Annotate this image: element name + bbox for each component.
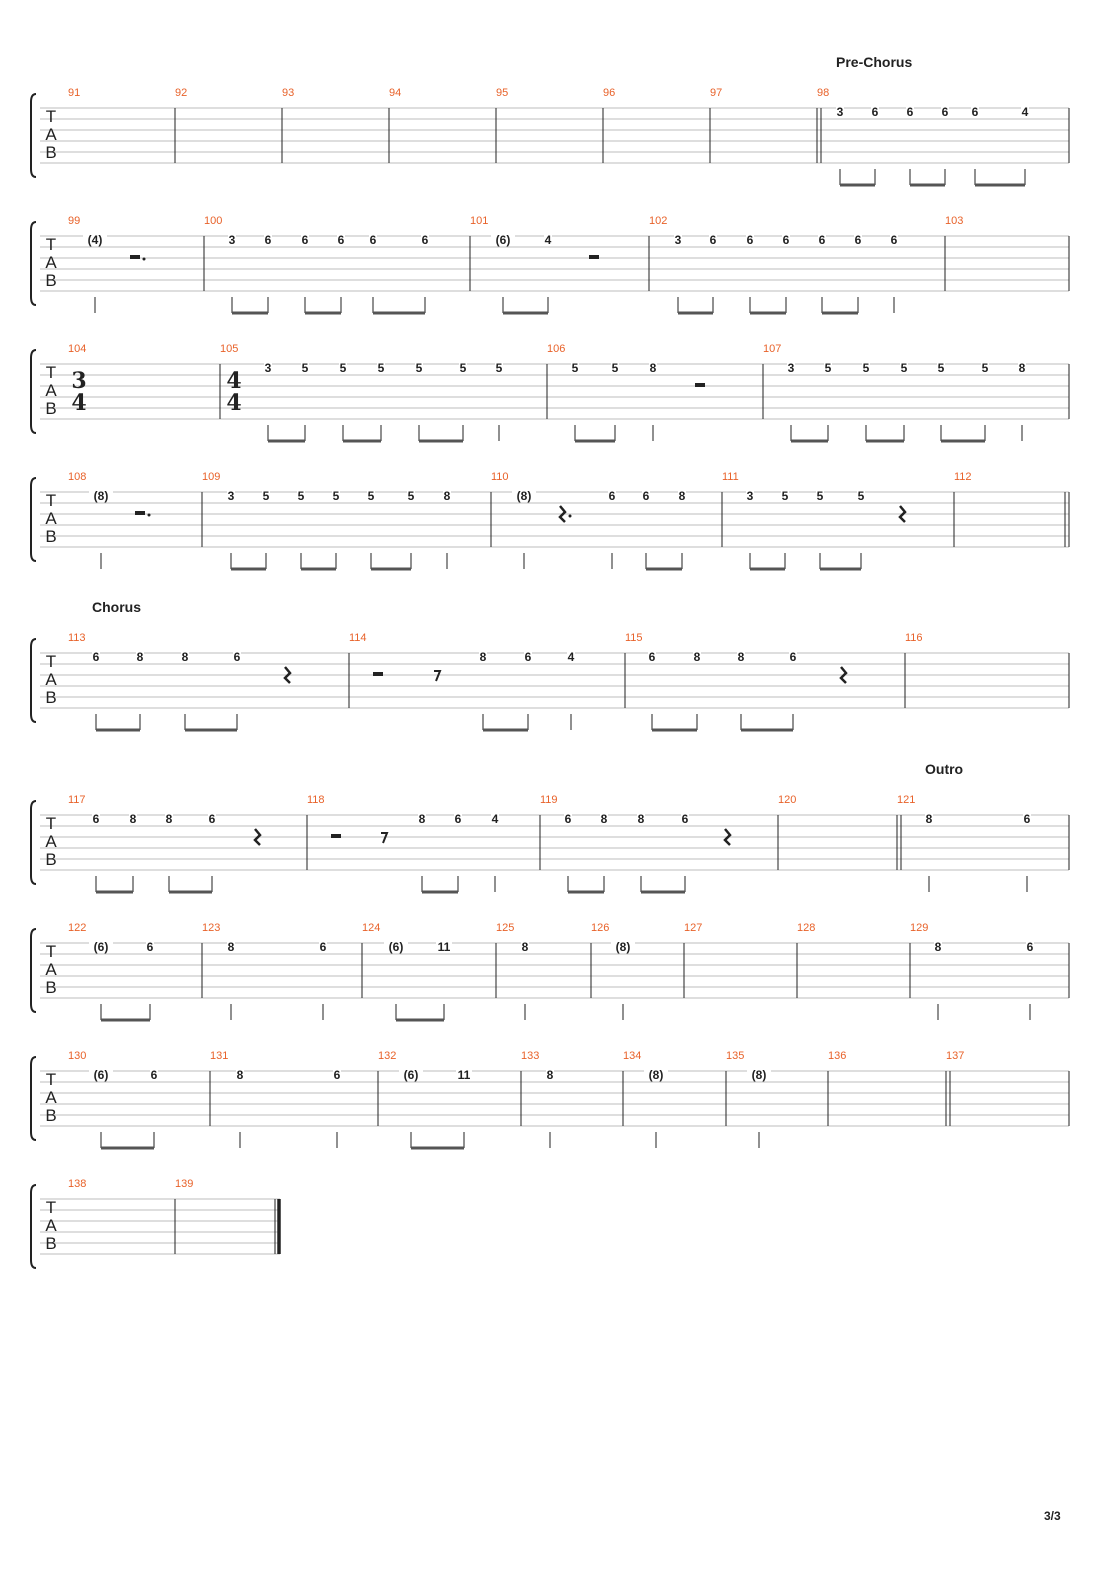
- measure-number: 115: [625, 632, 643, 644]
- fret-number: 5: [937, 361, 945, 375]
- fret-number: 5: [862, 361, 870, 375]
- tab-clef-letter: B: [45, 688, 57, 707]
- fret-number: 8: [181, 650, 189, 664]
- fret-number: (8): [516, 489, 532, 503]
- tab-clef-letter: T: [45, 107, 57, 126]
- measure-number: 130: [68, 1050, 87, 1062]
- fret-number: (6): [93, 1068, 109, 1082]
- tab-system: [31, 794, 1069, 892]
- measure: [68, 794, 307, 892]
- fret-number: 6: [369, 233, 377, 247]
- system-bracket: [31, 94, 36, 177]
- fret-number: 8: [546, 1068, 554, 1082]
- time-signature-digit: 3: [71, 368, 87, 394]
- fret-number: 6: [233, 650, 241, 664]
- tab-clef-letter: A: [45, 509, 57, 528]
- section-label-chorus: Chorus: [92, 599, 141, 615]
- eighth-rest: [381, 833, 387, 843]
- half-rest: [695, 383, 705, 387]
- fret-number: 6: [608, 489, 616, 503]
- fret-number: 6: [746, 233, 754, 247]
- tab-system: [31, 922, 1069, 1020]
- measure: [349, 632, 625, 730]
- measure: [470, 215, 649, 313]
- fret-number: 6: [301, 233, 309, 247]
- fret-number: 6: [319, 940, 327, 954]
- fret-number: (6): [93, 940, 109, 954]
- fret-number: 3: [836, 105, 844, 119]
- fret-number: 8: [129, 812, 137, 826]
- measure-number: 103: [945, 215, 964, 227]
- fret-number: 6: [890, 233, 898, 247]
- tab-clef-letter: B: [45, 1106, 57, 1125]
- tab-clef-letter: T: [45, 1070, 57, 1089]
- measure: [547, 343, 763, 441]
- measure-number: 121: [897, 794, 916, 806]
- tab-clef-letter: B: [45, 399, 57, 418]
- fret-number: 3: [227, 489, 235, 503]
- tab-clef-letter: B: [45, 978, 57, 997]
- measure: [68, 922, 202, 1020]
- fret-number: 5: [611, 361, 619, 375]
- fret-number: 8: [600, 812, 608, 826]
- measure: [307, 794, 540, 892]
- measure: [591, 922, 684, 1020]
- fret-number: 8: [637, 812, 645, 826]
- fret-number: (8): [93, 489, 109, 503]
- measure: [817, 87, 1069, 185]
- tab-clef-letter: A: [45, 1216, 57, 1235]
- fret-number: 6: [906, 105, 914, 119]
- measure-number: 112: [954, 471, 972, 483]
- fret-number: 5: [377, 361, 385, 375]
- measure-number: 124: [362, 922, 381, 934]
- fret-number: 8: [649, 361, 657, 375]
- measure: [897, 794, 1069, 892]
- fret-number: 4: [544, 233, 552, 247]
- measure-number: 109: [202, 471, 221, 483]
- measure: [210, 1050, 378, 1148]
- fret-number: (8): [648, 1068, 664, 1082]
- system-bracket: [31, 929, 36, 1012]
- tab-clef-letter: T: [45, 1198, 57, 1217]
- fret-number: 6: [333, 1068, 341, 1082]
- fret-number: 5: [495, 361, 503, 375]
- fret-number: 5: [571, 361, 579, 375]
- fret-number: 6: [789, 650, 797, 664]
- half-rest: [130, 255, 140, 259]
- fret-number: 8: [418, 812, 426, 826]
- measure: [202, 922, 362, 1020]
- measure-number: 98: [817, 87, 830, 99]
- fret-number: 4: [491, 812, 499, 826]
- tab-system: [31, 471, 1069, 569]
- measure: [68, 632, 349, 730]
- fret-number: 6: [709, 233, 717, 247]
- measure: [625, 632, 905, 730]
- fret-number: 5: [415, 361, 423, 375]
- measure-number: 136: [828, 1050, 847, 1062]
- tab-system: [31, 87, 1069, 185]
- measure-number: 97: [710, 87, 723, 99]
- system-bracket: [31, 478, 36, 561]
- fret-number: 5: [816, 489, 824, 503]
- measure: [378, 1050, 521, 1148]
- measure-number: 114: [349, 632, 367, 644]
- fret-number: 11: [437, 940, 451, 954]
- fret-number: (6): [403, 1068, 419, 1082]
- fret-number: 5: [339, 361, 347, 375]
- measure-number: 139: [175, 1178, 194, 1190]
- fret-number: 5: [900, 361, 908, 375]
- section-label-pre-chorus: Pre-Chorus: [836, 54, 913, 70]
- measure-number: 127: [684, 922, 703, 934]
- fret-number: 5: [981, 361, 989, 375]
- tab-clef-letter: B: [45, 143, 57, 162]
- measure-number: 128: [797, 922, 816, 934]
- system-bracket: [31, 350, 36, 433]
- measure-number: 101: [470, 215, 489, 227]
- measure-number: 99: [68, 215, 81, 227]
- measure-number: 96: [603, 87, 616, 99]
- fret-number: 8: [165, 812, 173, 826]
- fret-number: 8: [479, 650, 487, 664]
- measure: [763, 343, 1069, 441]
- fret-number: 8: [737, 650, 745, 664]
- measure-number: 137: [946, 1050, 965, 1062]
- measure: [202, 471, 491, 569]
- measure-number: 106: [547, 343, 566, 355]
- tab-clef-letter: A: [45, 125, 57, 144]
- measure-number: 111: [722, 471, 739, 483]
- fret-number: 5: [857, 489, 865, 503]
- measure-number: 129: [910, 922, 929, 934]
- fret-number: 5: [459, 361, 467, 375]
- fret-number: 6: [818, 233, 826, 247]
- fret-number: 5: [262, 489, 270, 503]
- fret-number: 3: [228, 233, 236, 247]
- fret-number: 6: [524, 650, 532, 664]
- fret-number: 8: [236, 1068, 244, 1082]
- half-rest: [589, 255, 599, 259]
- eighth-rest: [434, 671, 440, 681]
- fret-number: 5: [332, 489, 340, 503]
- fret-number: 3: [674, 233, 682, 247]
- fret-number: (6): [495, 233, 511, 247]
- system-bracket: [31, 1057, 36, 1140]
- tab-clef-letter: A: [45, 381, 57, 400]
- measure-number: 119: [540, 794, 558, 806]
- measure: [68, 1050, 210, 1148]
- measure-number: 138: [68, 1178, 87, 1190]
- fret-number: 8: [227, 940, 235, 954]
- fret-number: 8: [443, 489, 451, 503]
- measure-number: 108: [68, 471, 87, 483]
- time-signature-digit: 4: [226, 368, 242, 394]
- fret-number: 6: [146, 940, 154, 954]
- measure: [521, 1050, 623, 1148]
- page-number: 3/3: [1044, 1509, 1061, 1523]
- fret-number: 8: [521, 940, 529, 954]
- tab-clef-letter: T: [45, 652, 57, 671]
- tab-clef-letter: B: [45, 1234, 57, 1253]
- fret-number: 8: [678, 489, 686, 503]
- rest-dot: [569, 515, 572, 518]
- measure: [910, 922, 1069, 1020]
- measure-number: 105: [220, 343, 239, 355]
- measure-number: 125: [496, 922, 515, 934]
- tab-system: [31, 215, 1069, 313]
- measure: [491, 471, 722, 569]
- fret-number: 6: [564, 812, 572, 826]
- fret-number: 6: [337, 233, 345, 247]
- measure-number: 94: [389, 87, 402, 99]
- fret-number: 6: [92, 812, 100, 826]
- fret-number: 11: [457, 1068, 471, 1082]
- tab-clef-letter: B: [45, 850, 57, 869]
- fret-number: 6: [150, 1068, 158, 1082]
- tab-clef-letter: T: [45, 235, 57, 254]
- system-bracket: [31, 222, 36, 305]
- fret-number: (8): [615, 940, 631, 954]
- rest-dot: [143, 258, 146, 261]
- system-bracket: [31, 639, 36, 722]
- tab-clef-letter: A: [45, 670, 57, 689]
- fret-number: 8: [925, 812, 933, 826]
- measure-number: 134: [623, 1050, 642, 1062]
- measure: [649, 215, 945, 313]
- tab-system: [31, 343, 1069, 441]
- fret-number: 5: [781, 489, 789, 503]
- fret-number: 6: [854, 233, 862, 247]
- fret-number: 8: [136, 650, 144, 664]
- measure-number: 95: [496, 87, 509, 99]
- fret-number: (8): [751, 1068, 767, 1082]
- fret-number: 6: [871, 105, 879, 119]
- measure-number: 104: [68, 343, 87, 355]
- tab-clef-letter: A: [45, 253, 57, 272]
- measure-number: 120: [778, 794, 797, 806]
- measure-number: 132: [378, 1050, 397, 1062]
- time-signature-digit: 4: [71, 390, 87, 416]
- measure: [204, 215, 470, 313]
- fret-number: 5: [301, 361, 309, 375]
- fret-number: 6: [971, 105, 979, 119]
- fret-number: 6: [642, 489, 650, 503]
- fret-number: 5: [297, 489, 305, 503]
- measure-number: 113: [68, 632, 86, 644]
- tab-clef-letter: T: [45, 814, 57, 833]
- measure-number: 117: [68, 794, 86, 806]
- fret-number: 6: [92, 650, 100, 664]
- measure: [722, 471, 954, 569]
- measure: [496, 922, 591, 1020]
- fret-number: (6): [388, 940, 404, 954]
- system-bracket: [31, 801, 36, 884]
- fret-number: 4: [1021, 105, 1029, 119]
- measure: [68, 215, 204, 313]
- measure-number: 93: [282, 87, 295, 99]
- measure-number: 133: [521, 1050, 540, 1062]
- fret-number: 6: [782, 233, 790, 247]
- tab-system: [31, 632, 1069, 730]
- measure: [726, 1050, 828, 1148]
- fret-number: 3: [787, 361, 795, 375]
- measure-number: 135: [726, 1050, 745, 1062]
- measure: [623, 1050, 726, 1148]
- measure-number: 92: [175, 87, 188, 99]
- measure-number: 100: [204, 215, 223, 227]
- fret-number: 8: [934, 940, 942, 954]
- measure: [68, 471, 202, 569]
- measure-number: 126: [591, 922, 610, 934]
- fret-number: 3: [746, 489, 754, 503]
- measure: [220, 343, 547, 441]
- tab-clef-letter: A: [45, 832, 57, 851]
- system-bracket: [31, 1185, 36, 1268]
- tab-clef-letter: B: [45, 271, 57, 290]
- fret-number: 5: [367, 489, 375, 503]
- measure-number: 110: [491, 471, 509, 483]
- half-rest: [331, 834, 341, 838]
- half-rest: [135, 511, 145, 515]
- measure: [362, 922, 496, 1020]
- measure-number: 118: [307, 794, 325, 806]
- measure: [540, 794, 778, 892]
- fret-number: 3: [264, 361, 272, 375]
- measure-number: 122: [68, 922, 87, 934]
- measure-number: 107: [763, 343, 782, 355]
- tab-clef-letter: A: [45, 1088, 57, 1107]
- fret-number: 6: [1023, 812, 1031, 826]
- fret-number: 8: [1018, 361, 1026, 375]
- measure-number: 123: [202, 922, 221, 934]
- fret-number: 8: [693, 650, 701, 664]
- measure-number: 116: [905, 632, 923, 644]
- measure-number: 131: [210, 1050, 229, 1062]
- fret-number: 4: [567, 650, 575, 664]
- tab-system: [31, 1050, 1069, 1148]
- fret-number: 6: [208, 812, 216, 826]
- half-rest: [373, 672, 383, 676]
- section-label-outro: Outro: [925, 761, 964, 777]
- fret-number: 6: [941, 105, 949, 119]
- tab-clef-letter: A: [45, 960, 57, 979]
- fret-number: 5: [407, 489, 415, 503]
- tab-clef-letter: T: [45, 363, 57, 382]
- fret-number: 6: [1026, 940, 1034, 954]
- measure-number: 91: [68, 87, 81, 99]
- fret-number: 6: [454, 812, 462, 826]
- fret-number: 6: [681, 812, 689, 826]
- fret-number: 6: [648, 650, 656, 664]
- fret-number: 6: [264, 233, 272, 247]
- fret-number: 6: [421, 233, 429, 247]
- rest-dot: [148, 514, 151, 517]
- tab-clef-letter: B: [45, 527, 57, 546]
- measure-number: 102: [649, 215, 668, 227]
- tab-clef-letter: T: [45, 942, 57, 961]
- tab-system: [31, 1178, 280, 1268]
- tab-clef-letter: T: [45, 491, 57, 510]
- time-signature-digit: 4: [226, 390, 242, 416]
- fret-number: 5: [824, 361, 832, 375]
- fret-number: (4): [87, 233, 103, 247]
